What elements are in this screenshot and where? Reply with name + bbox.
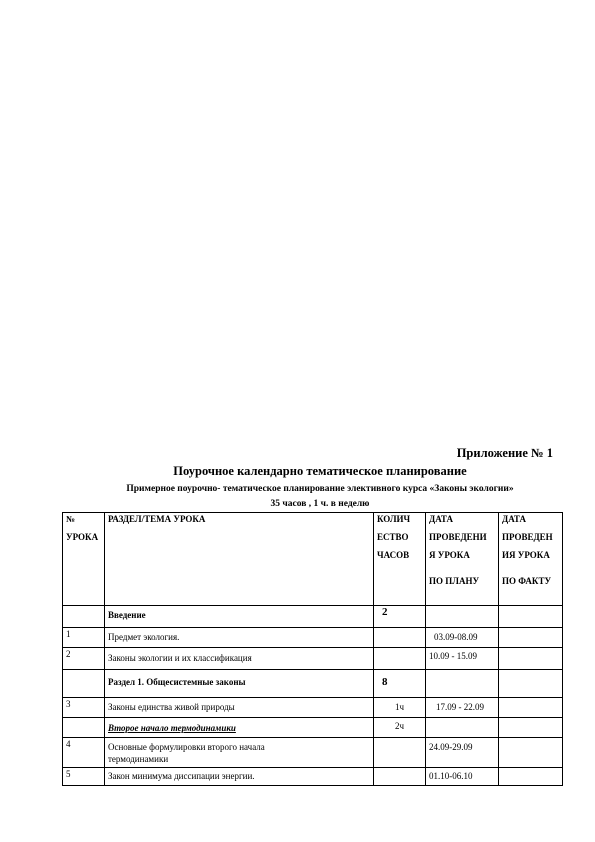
table-row [63,738,563,768]
row-topic: Раздел 1. Общесистемные законы [105,670,374,698]
row-plan-date [426,670,499,698]
table-row [63,606,563,628]
row-fact-date [499,606,563,628]
row-topic: Введение [105,606,374,628]
row-count: 8 [374,670,426,698]
table-row [63,628,563,648]
row-fact-date [499,648,563,670]
row-plan-date: 10.09 - 15.09 [426,648,499,670]
table-row [63,718,563,738]
row-count: 1ч [374,698,426,718]
document-title: Поурочное календарно тематическое планирование [173,464,467,478]
row-count [374,738,426,768]
row-plan-date: 03.09-08.09 [426,628,499,648]
row-count [374,768,426,786]
row-topic: Законы экологии и их классификация [105,648,374,670]
row-topic: Второе начало термодинамики [105,718,374,738]
row-num: 3 [63,698,105,718]
row-topic: Основные формулировки второго начала термодинамики [105,738,374,768]
row-fact-date [499,768,563,786]
row-plan-date: 17.09 - 22.09 [426,698,499,718]
row-plan-date: 24.09-29.09 [426,738,499,768]
appendix-label: Приложение № 1 [456,446,553,460]
row-topic: Предмет экология. [105,628,374,648]
row-fact-date [499,698,563,718]
row-fact-date [499,628,563,648]
row-num [63,718,105,738]
header-fact-date: ДАТА ПРОВЕДЕН ИЯ УРОКА ПО ФАКТУ [499,513,563,606]
lesson-plan-table [62,512,563,786]
table-row [63,648,563,670]
row-topic: Законы единства живой природы [105,698,374,718]
row-fact-date [499,738,563,768]
table-row [63,670,563,698]
table-header-row [63,513,563,606]
row-num: 5 [63,768,105,786]
header-num: № УРОКА [63,513,105,606]
row-count: 2 [374,606,426,628]
row-num: 1 [63,628,105,648]
row-count: 2ч [374,718,426,738]
header-count: КОЛИЧ ЕСТВО ЧАСОВ [374,513,426,606]
row-plan-date [426,606,499,628]
row-count [374,648,426,670]
header-topic: РАЗДЕЛ/ТЕМА УРОКА [105,513,374,606]
row-num [63,606,105,628]
row-plan-date: 01.10-06.10 [426,768,499,786]
row-count [374,628,426,648]
row-fact-date [499,718,563,738]
row-num: 4 [63,738,105,768]
header-plan-date: ДАТА ПРОВЕДЕНИ Я УРОКА ПО ПЛАНУ [426,513,499,606]
table-row [63,698,563,718]
row-topic: Закон минимума диссипации энергии. [105,768,374,786]
row-num: 2 [63,648,105,670]
table-row [63,768,563,786]
hours-note: 35 часов , 1 ч. в неделю [270,499,370,509]
row-num [63,670,105,698]
document-subtitle: Примерное поурочно- тематическое планирование элективного курса «Законы экологии» [126,484,514,494]
row-plan-date [426,718,499,738]
row-fact-date [499,670,563,698]
